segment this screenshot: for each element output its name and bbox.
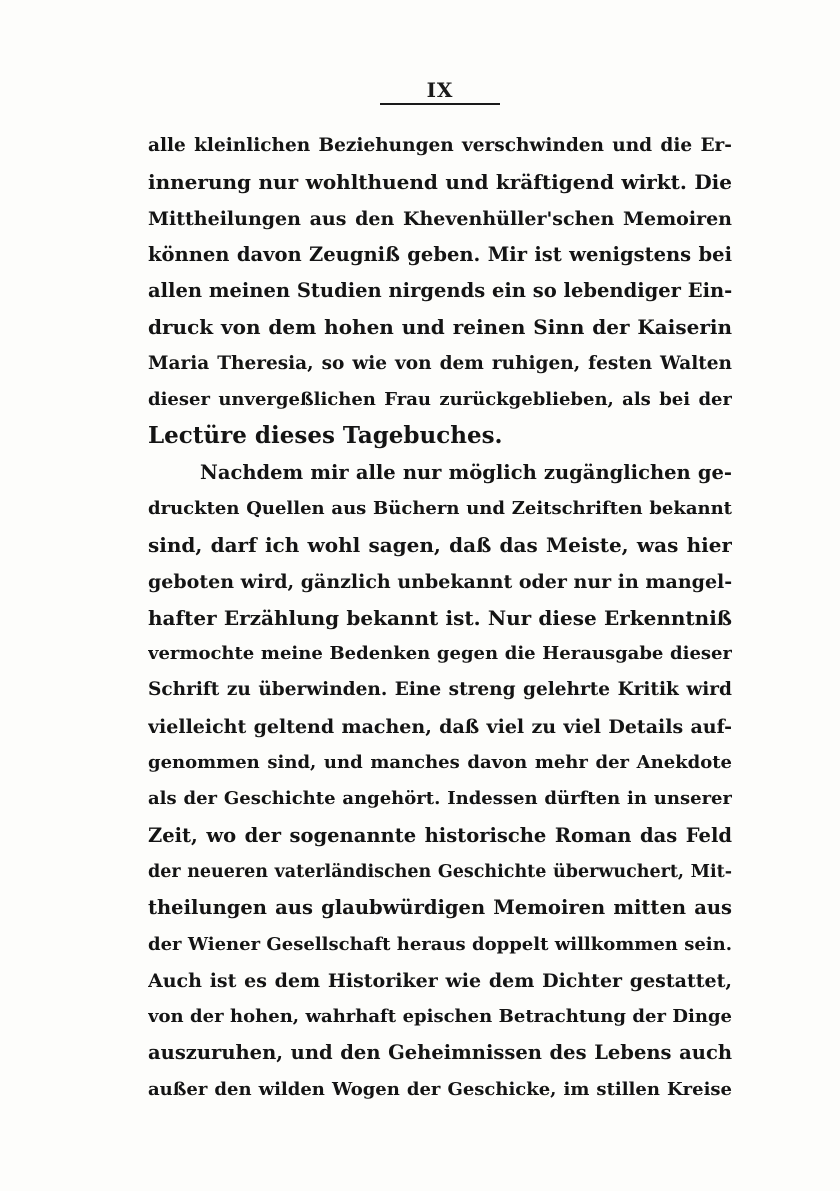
text-line: druck von dem hohen und reinen Sinn der Kaiserin [148, 315, 732, 340]
text-line: vielleicht geltend machen, daß viel zu viel Details auf- [148, 715, 732, 738]
text-line: Zeit, wo der sogenannte historische Roman das Feld [148, 823, 732, 847]
text-line: Auch ist es dem Historiker wie dem Dichter gestattet, [148, 969, 732, 992]
text-line: außer den wilden Wogen der Geschicke, im stillen Kreise [148, 1078, 732, 1100]
text-line: genommen sind, und manches davon mehr der Anekdote [148, 752, 732, 774]
text-line: alle kleinlichen Beziehungen verschwinden und die Er- [148, 135, 732, 156]
text-line: vermochte meine Bedenken gegen die Herausgabe dieser [148, 643, 732, 665]
text-line: hafter Erzählung bekannt ist. Nur diese Erkenntniß [148, 605, 732, 630]
text-line: innerung nur wohlthuend und kräftigend wirkt. Die [148, 170, 732, 195]
text-line: Nachdem mir alle nur möglich zugänglichen ge- [200, 460, 732, 484]
text-line: Mittheilungen aus den Khevenhüller'schen Memoiren [148, 207, 732, 230]
text-line: als der Geschichte angehört. Indessen dürften in unserer [148, 788, 732, 810]
header-rule [380, 103, 500, 105]
page-number: IX [426, 78, 454, 102]
text-line: allen meinen Studien nirgends ein so lebendiger Ein- [148, 279, 732, 303]
text-line: auszuruhen, und den Geheimnissen des Lebens auch [148, 1041, 732, 1065]
text-line: Lectüre dieses Tagebuches. [148, 422, 503, 450]
text-line: der neueren vaterländischen Geschichte überwuchert, Mit- [148, 861, 732, 882]
text-line: druckten Quellen aus Büchern und Zeitschriften bekannt [148, 497, 732, 519]
text-line: von der hohen, wahrhaft epischen Betrachtung der Dinge [148, 1006, 732, 1028]
text-line: sind, darf ich wohl sagen, daß das Meiste, was hier [148, 533, 732, 558]
text-line: dieser unvergeßlichen Frau zurückgeblieben, als bei der [148, 389, 732, 411]
text-line: Schrift zu überwinden. Eine streng gelehrte Kritik wird [148, 679, 732, 701]
text-line: geboten wird, gänzlich unbekannt oder nur in mangel- [148, 570, 732, 593]
body-text [148, 128, 732, 1108]
text-line: theilungen aus glaubwürdigen Memoiren mitten aus [148, 896, 732, 920]
text-line: der Wiener Gesellschaft heraus doppelt willkommen sein. [148, 933, 732, 955]
text-line: können davon Zeugniß geben. Mir ist wenigstens bei [148, 242, 732, 266]
text-line: Maria Theresia, so wie von dem ruhigen, festen Walten [148, 352, 732, 374]
